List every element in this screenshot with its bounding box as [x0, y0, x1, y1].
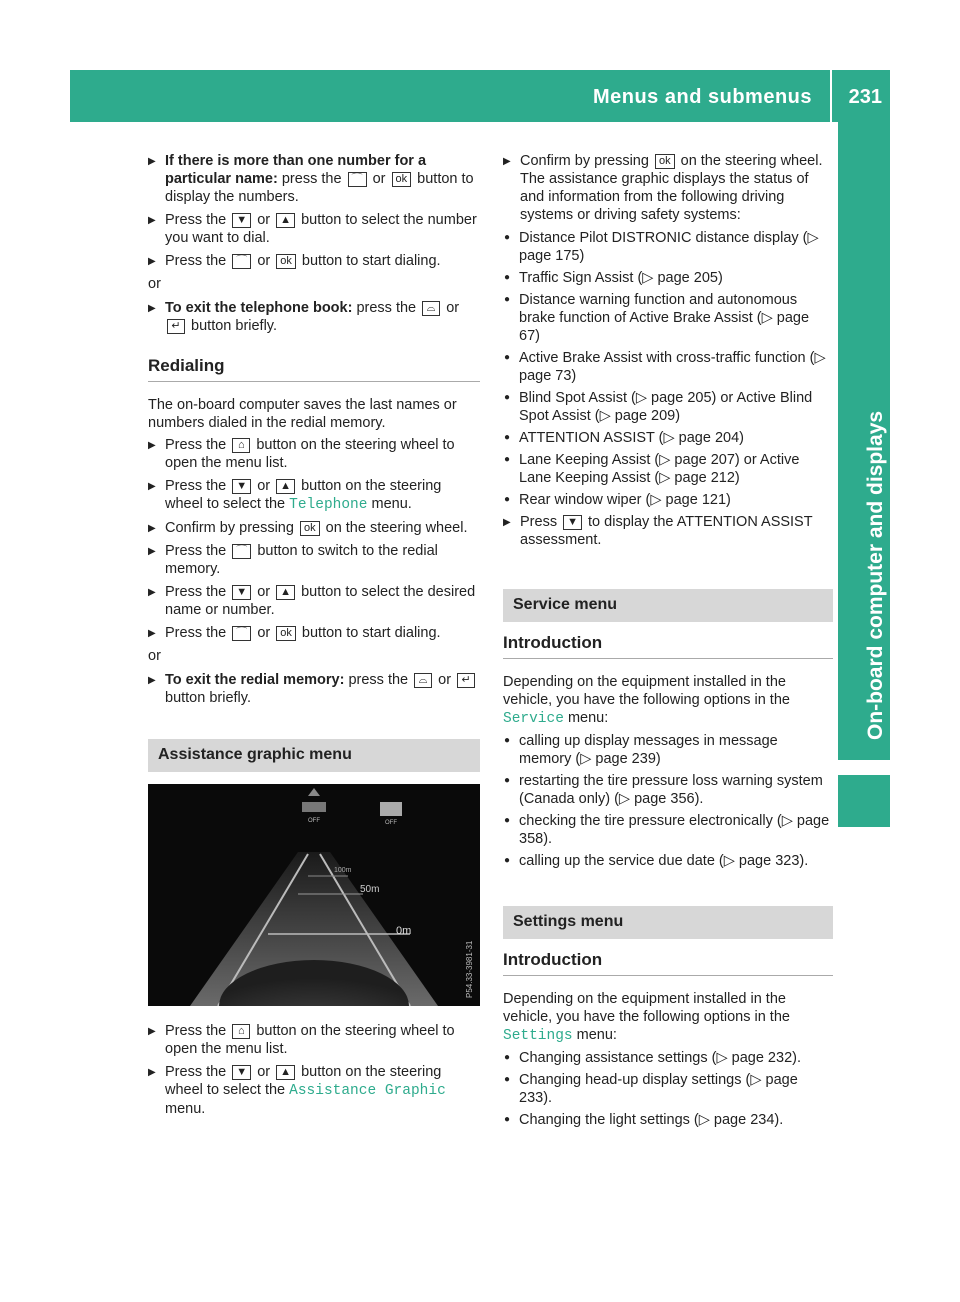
- list-item: ● Distance warning function and autonomous brake function of Active Brake Assist (▷ page 67): [503, 291, 833, 345]
- service-intro-paragraph: [503, 673, 833, 728]
- step-text: or: [257, 625, 271, 641]
- step-text: or: [372, 171, 386, 187]
- down-key-icon: ▼: [232, 585, 251, 600]
- step-text: button on the steering wheel to open the menu list.: [165, 1023, 455, 1057]
- step-bold: If there is more than one number for a particular name:: [165, 153, 427, 187]
- back-key-icon: ↵: [167, 319, 185, 334]
- ok-key-icon: ok: [300, 521, 320, 536]
- down-key-icon: ▼: [232, 213, 251, 228]
- page-number: 231: [848, 86, 882, 108]
- down-key-icon: ▼: [563, 515, 582, 530]
- ok-key-icon: ok: [276, 254, 296, 269]
- step-text: Press the: [165, 478, 227, 494]
- phone-key-icon: ⌒: [348, 172, 367, 187]
- distance-label-100: 100m: [334, 867, 352, 874]
- step-confirm: [148, 519, 480, 537]
- step-text: menu.: [165, 1101, 206, 1117]
- list-item: ● Active Brake Assist with cross-traffic function (▷ page 73): [503, 349, 833, 385]
- step-text: Press the: [165, 212, 227, 228]
- left-column: [148, 152, 480, 1123]
- step-text: Press the: [165, 1023, 227, 1039]
- step-select-name: [148, 583, 480, 619]
- up-key-icon: ▲: [276, 585, 295, 600]
- list-item: ● Changing assistance settings (▷ page 232).: [503, 1049, 833, 1067]
- ok-key-icon: ok: [655, 154, 675, 169]
- step-text: Press the: [165, 543, 227, 559]
- step-text: Press the: [165, 625, 227, 641]
- ok-key-icon: ok: [392, 172, 412, 187]
- step-exit-phonebook: [148, 299, 480, 335]
- list-item: ● checking the tire pressure electronically (▷ page 358).: [503, 812, 833, 848]
- phone-key-icon: ⌒: [232, 544, 251, 559]
- attention-assist-icon: [380, 802, 402, 816]
- step-text: button on the steering wheel to select the: [165, 1064, 442, 1098]
- phone-key-icon: ⌒: [232, 254, 251, 269]
- redialing-heading: Redialing: [148, 357, 480, 382]
- distance-label-50: 50m: [360, 884, 380, 895]
- step-text: Press: [520, 514, 558, 530]
- list-item: ● Changing head-up display settings (▷ page 233).: [503, 1071, 833, 1107]
- up-key-icon: ▲: [276, 213, 295, 228]
- chapter-title: On-board computer and displays: [864, 410, 887, 740]
- para-text: menu:: [576, 1027, 617, 1043]
- step-text: press the: [281, 171, 342, 187]
- step-text: or: [257, 212, 271, 228]
- para-text: Depending on the equipment installed in the vehicle, you have the following options in the: [503, 674, 790, 708]
- list-item: ● Changing the light settings (▷ page 234).: [503, 1111, 833, 1129]
- home-key-icon: ⌂: [232, 438, 250, 453]
- off-label-2: OFF: [385, 820, 397, 826]
- step-start-dialing-redial: [148, 624, 480, 642]
- step-text: press the: [356, 300, 417, 316]
- step-text: on the steering wheel.: [680, 153, 823, 169]
- list-item: ● calling up display messages in message memory (▷ page 239): [503, 732, 833, 768]
- home-key-icon: ⌂: [232, 1024, 250, 1039]
- list-item: ● Traffic Sign Assist (▷ page 205): [503, 269, 833, 287]
- step-text: Press the: [165, 584, 227, 600]
- step-text: button to start dialing.: [301, 253, 441, 269]
- phone-key-icon: ⌒: [232, 626, 251, 641]
- step-text: Press the: [165, 437, 227, 453]
- chapter-tab: [838, 122, 890, 760]
- hangup-key-icon: ⌓: [422, 301, 440, 316]
- menu-name-assistance-graphic: Assistance Graphic: [289, 1083, 446, 1099]
- right-column: [503, 152, 833, 1133]
- redialing-paragraph: The on-board computer saves the last names or numbers dialed in the redial memory.: [148, 397, 457, 431]
- settings-intro-paragraph: [503, 990, 833, 1045]
- step-text: or: [257, 253, 271, 269]
- step-exit-redial: [148, 671, 480, 707]
- step-multiple-numbers: [148, 152, 480, 206]
- step-bold: To exit the redial memory:: [165, 672, 345, 688]
- step-text: Press the: [165, 253, 227, 269]
- list-item: ● Blind Spot Assist (▷ page 205) or Active Blind Spot Assist (▷ page 209): [503, 389, 833, 425]
- list-item: ● Lane Keeping Assist (▷ page 207) or Active Lane Keeping Assist (▷ page 212): [503, 451, 833, 487]
- menu-name-settings: Settings: [503, 1028, 573, 1044]
- or-text: or: [148, 648, 161, 664]
- step-text: or: [446, 300, 460, 316]
- step-text: button to select the number you want to dial.: [165, 212, 477, 246]
- step-text: or: [257, 1064, 271, 1080]
- menu-name-service: Service: [503, 711, 564, 727]
- step-open-menu-assist: [148, 1022, 480, 1058]
- up-key-icon: ▲: [276, 479, 295, 494]
- step-text: button to switch to the redial memory.: [165, 543, 438, 577]
- down-key-icon: ▼: [232, 1065, 251, 1080]
- header-divider: [830, 70, 832, 122]
- list-item: ● calling up the service due date (▷ page 323).: [503, 852, 833, 870]
- section-title: Menus and submenus: [592, 86, 812, 108]
- step-text: button on the steering wheel to select the: [165, 478, 442, 512]
- list-item: ● ATTENTION ASSIST (▷ page 204): [503, 429, 833, 447]
- list-item: ● Distance Pilot DISTRONIC distance display (▷ page 175): [503, 229, 833, 265]
- step-text: Confirm by pressing: [520, 153, 649, 169]
- step-text: to display the ATTENTION ASSIST assessment.: [520, 514, 813, 548]
- step-text: The assistance graphic displays the status of and information from the following driving systems or driving safety systems:: [520, 171, 809, 223]
- hangup-key-icon: ⌓: [414, 673, 432, 688]
- service-intro-heading: Introduction: [503, 634, 833, 659]
- page-header: [70, 70, 890, 122]
- step-text: or: [257, 584, 271, 600]
- step-text: button briefly.: [165, 690, 251, 706]
- step-text: on the steering wheel.: [325, 520, 468, 536]
- step-text: press the: [348, 672, 409, 688]
- distance-label-0: 0m: [396, 925, 412, 937]
- step-text: menu.: [371, 496, 412, 512]
- para-text: menu:: [567, 710, 609, 726]
- step-confirm-assist: [503, 152, 833, 224]
- step-text: button to start dialing.: [301, 625, 441, 641]
- step-text: button to select the desired name or number.: [165, 584, 476, 618]
- step-text: Confirm by pressing: [165, 520, 294, 536]
- down-key-icon: ▼: [232, 479, 251, 494]
- settings-menu-band: Settings menu: [503, 906, 833, 939]
- step-text: or: [438, 672, 452, 688]
- step-attention-assessment: [503, 513, 833, 549]
- settings-intro-heading: Introduction: [503, 951, 833, 976]
- step-bold: To exit the telephone book:: [165, 300, 353, 316]
- step-select-assist: [148, 1063, 480, 1118]
- step-select-number: [148, 211, 480, 247]
- para-text: Depending on the equipment installed in the vehicle, you have the following options in the: [503, 991, 790, 1025]
- figure-code: P54.33-3981-31: [465, 940, 474, 998]
- back-key-icon: ↵: [457, 673, 475, 688]
- ok-key-icon: ok: [276, 626, 296, 641]
- step-text: button briefly.: [191, 318, 278, 334]
- step-text: or: [257, 478, 271, 494]
- step-start-dialing: [148, 252, 480, 270]
- menu-name-telephone: Telephone: [289, 497, 368, 513]
- chapter-marker: [838, 775, 890, 827]
- step-open-menu: [148, 436, 480, 472]
- or-text: or: [148, 276, 161, 292]
- off-label-1: OFF: [308, 818, 320, 824]
- step-text: button on the steering wheel to open the menu list.: [165, 437, 455, 471]
- assistance-graphic-image: [148, 784, 480, 1006]
- step-switch-redial: [148, 542, 480, 578]
- assistance-graphic-band: Assistance graphic menu: [148, 739, 480, 772]
- up-key-icon: ▲: [276, 1065, 295, 1080]
- list-item: ● Rear window wiper (▷ page 121): [503, 491, 833, 509]
- step-text: button to display the numbers.: [165, 171, 474, 205]
- step-text: Press the: [165, 1064, 227, 1080]
- service-menu-band: Service menu: [503, 589, 833, 622]
- list-item: ● restarting the tire pressure loss warning system (Canada only) (▷ page 356).: [503, 772, 833, 808]
- vehicle-icon: [302, 802, 326, 812]
- step-select-telephone: [148, 477, 480, 514]
